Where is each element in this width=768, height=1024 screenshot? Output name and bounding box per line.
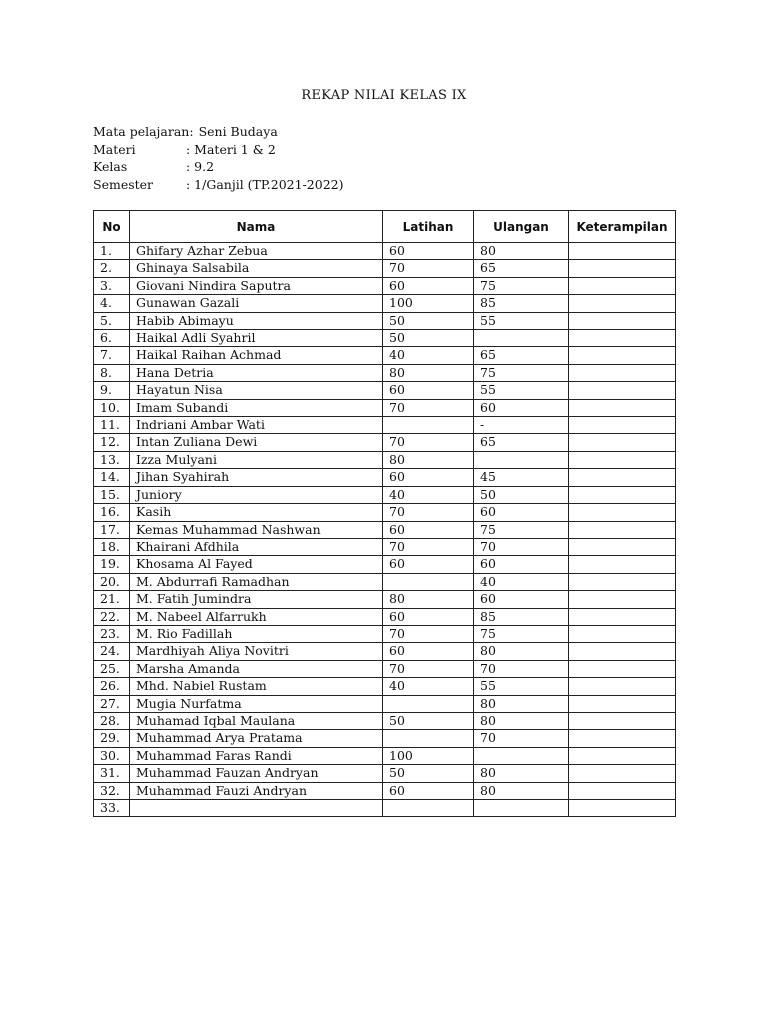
cell-no: 8. (94, 364, 130, 381)
cell-latihan: 60 (383, 243, 474, 260)
table-row (94, 695, 676, 712)
cell-ulangan: 65 (474, 347, 569, 364)
cell-keterampilan (569, 277, 676, 294)
cell-keterampilan (569, 312, 676, 329)
table-row (94, 643, 676, 660)
cell-no: 10. (94, 399, 130, 416)
cell-no: 11. (94, 417, 130, 434)
cell-nama: Hana Detria (130, 364, 383, 381)
document-meta (93, 123, 343, 193)
cell-latihan: 40 (383, 678, 474, 695)
cell-ulangan (474, 330, 569, 347)
header-keterampilan: Keterampilan (569, 211, 676, 243)
cell-no: 19. (94, 556, 130, 573)
cell-nama: Gunawan Gazali (130, 295, 383, 312)
table-row (94, 678, 676, 695)
table-row (94, 765, 676, 782)
kelas-value: : 9.2 (186, 159, 215, 174)
cell-ulangan: 60 (474, 399, 569, 416)
cell-ulangan: 75 (474, 625, 569, 642)
cell-no: 31. (94, 765, 130, 782)
cell-no: 21. (94, 591, 130, 608)
cell-ulangan: 70 (474, 730, 569, 747)
table-row (94, 504, 676, 521)
cell-nama: Habib Abimayu (130, 312, 383, 329)
table-row (94, 608, 676, 625)
cell-ulangan: 80 (474, 765, 569, 782)
cell-nama: Muhammad Fauzi Andryan (130, 782, 383, 799)
cell-nama: Imam Subandi (130, 399, 383, 416)
cell-keterampilan (569, 556, 676, 573)
cell-ulangan: 70 (474, 538, 569, 555)
table-row (94, 660, 676, 677)
cell-keterampilan (569, 643, 676, 660)
cell-nama: Haikal Adli Syahril (130, 330, 383, 347)
cell-no: 18. (94, 538, 130, 555)
cell-nama: Ghifary Azhar Zebua (130, 243, 383, 260)
cell-keterampilan (569, 608, 676, 625)
cell-nama: Indriani Ambar Wati (130, 417, 383, 434)
cell-no: 30. (94, 747, 130, 764)
cell-nama: M. Fatih Jumindra (130, 591, 383, 608)
cell-ulangan: 65 (474, 434, 569, 451)
cell-ulangan: 70 (474, 660, 569, 677)
cell-ulangan: 75 (474, 277, 569, 294)
cell-nama: Juniory (130, 486, 383, 503)
cell-nama: Giovani Nindira Saputra (130, 277, 383, 294)
cell-no: 14. (94, 469, 130, 486)
table-row (94, 330, 676, 347)
cell-no: 23. (94, 625, 130, 642)
cell-no: 7. (94, 347, 130, 364)
cell-keterampilan (569, 504, 676, 521)
cell-nama (130, 800, 383, 817)
cell-keterampilan (569, 712, 676, 729)
cell-no: 25. (94, 660, 130, 677)
header-no: No (94, 211, 130, 243)
cell-keterampilan (569, 747, 676, 764)
cell-latihan: 60 (383, 469, 474, 486)
meta-row-mapel (93, 123, 343, 141)
cell-no: 20. (94, 573, 130, 590)
cell-latihan: 50 (383, 765, 474, 782)
cell-nama: Muhamad Iqbal Maulana (130, 712, 383, 729)
cell-nama: Muhammad Fauzan Andryan (130, 765, 383, 782)
cell-no: 24. (94, 643, 130, 660)
meta-row-materi (93, 141, 343, 159)
cell-keterampilan (569, 782, 676, 799)
cell-keterampilan (569, 521, 676, 538)
cell-ulangan: 45 (474, 469, 569, 486)
table-row (94, 625, 676, 642)
table-row (94, 364, 676, 381)
cell-latihan: 60 (383, 782, 474, 799)
cell-latihan: 60 (383, 277, 474, 294)
cell-no: 3. (94, 277, 130, 294)
cell-latihan: 100 (383, 747, 474, 764)
cell-latihan: 70 (383, 504, 474, 521)
cell-latihan: 60 (383, 556, 474, 573)
cell-latihan: 50 (383, 330, 474, 347)
table-row (94, 417, 676, 434)
cell-latihan: 80 (383, 451, 474, 468)
cell-no: 2. (94, 260, 130, 277)
cell-keterampilan (569, 800, 676, 817)
table-row (94, 243, 676, 260)
cell-keterampilan (569, 486, 676, 503)
cell-ulangan: 80 (474, 782, 569, 799)
header-latihan: Latihan (383, 211, 474, 243)
cell-keterampilan (569, 573, 676, 590)
cell-ulangan: 60 (474, 504, 569, 521)
table-row (94, 347, 676, 364)
cell-nama: Khairani Afdhila (130, 538, 383, 555)
cell-nama: Mardhiyah Aliya Novitri (130, 643, 383, 660)
cell-ulangan: 50 (474, 486, 569, 503)
cell-latihan: 60 (383, 643, 474, 660)
table-row (94, 591, 676, 608)
cell-latihan: 50 (383, 712, 474, 729)
cell-keterampilan (569, 330, 676, 347)
meta-row-kelas (93, 158, 343, 176)
table-row (94, 277, 676, 294)
table-row (94, 521, 676, 538)
cell-no: 4. (94, 295, 130, 312)
table-row (94, 538, 676, 555)
cell-nama: Ghinaya Salsabila (130, 260, 383, 277)
table-row (94, 712, 676, 729)
table-row (94, 451, 676, 468)
cell-latihan: 70 (383, 625, 474, 642)
cell-ulangan (474, 451, 569, 468)
cell-keterampilan (569, 678, 676, 695)
table-row (94, 800, 676, 817)
table-row (94, 573, 676, 590)
table-row (94, 260, 676, 277)
cell-latihan: 60 (383, 608, 474, 625)
cell-keterampilan (569, 695, 676, 712)
cell-latihan: 70 (383, 660, 474, 677)
cell-keterampilan (569, 364, 676, 381)
cell-keterampilan (569, 243, 676, 260)
cell-latihan: 40 (383, 347, 474, 364)
cell-keterampilan (569, 434, 676, 451)
cell-nama: Mhd. Nabiel Rustam (130, 678, 383, 695)
cell-keterampilan (569, 399, 676, 416)
table-row (94, 382, 676, 399)
cell-latihan: 80 (383, 591, 474, 608)
table-row (94, 556, 676, 573)
cell-latihan: 70 (383, 260, 474, 277)
cell-ulangan: 85 (474, 295, 569, 312)
cell-latihan: 60 (383, 521, 474, 538)
cell-keterampilan (569, 538, 676, 555)
cell-keterampilan (569, 469, 676, 486)
semester-label: Semester (93, 176, 154, 192)
table-row (94, 486, 676, 503)
cell-keterampilan (569, 347, 676, 364)
cell-nama: M. Abdurrafi Ramadhan (130, 573, 383, 590)
cell-nama: Khosama Al Fayed (130, 556, 383, 573)
table-row (94, 399, 676, 416)
table-row (94, 312, 676, 329)
cell-keterampilan (569, 295, 676, 312)
cell-nama: Muhammad Arya Pratama (130, 730, 383, 747)
cell-ulangan: 80 (474, 243, 569, 260)
cell-no: 27. (94, 695, 130, 712)
cell-nama: Kemas Muhammad Nashwan (130, 521, 383, 538)
cell-latihan: 70 (383, 399, 474, 416)
cell-keterampilan (569, 660, 676, 677)
cell-keterampilan (569, 382, 676, 399)
cell-no: 9. (94, 382, 130, 399)
table-row (94, 434, 676, 451)
cell-no: 29. (94, 730, 130, 747)
table-row (94, 469, 676, 486)
cell-no: 1. (94, 243, 130, 260)
cell-nama: Izza Mulyani (130, 451, 383, 468)
semester-value: : 1/Ganjil (TP.2021-2022) (186, 176, 344, 192)
cell-ulangan: 80 (474, 695, 569, 712)
cell-keterampilan (569, 417, 676, 434)
cell-latihan: 80 (383, 364, 474, 381)
cell-keterampilan (569, 260, 676, 277)
cell-no: 22. (94, 608, 130, 625)
materi-value: : Materi 1 & 2 (186, 141, 276, 157)
table-row (94, 730, 676, 747)
cell-no: 13. (94, 451, 130, 468)
grades-table (93, 210, 676, 817)
cell-no: 32. (94, 782, 130, 799)
table-row (94, 782, 676, 799)
table-body (94, 243, 676, 817)
cell-ulangan: 85 (474, 608, 569, 625)
cell-ulangan: 60 (474, 556, 569, 573)
document-title: REKAP NILAI KELAS IX (301, 88, 467, 103)
cell-keterampilan (569, 451, 676, 468)
cell-no: 12. (94, 434, 130, 451)
cell-ulangan: 55 (474, 382, 569, 399)
cell-keterampilan (569, 765, 676, 782)
cell-ulangan: 40 (474, 573, 569, 590)
cell-no: 16. (94, 504, 130, 521)
cell-latihan: 100 (383, 295, 474, 312)
cell-latihan (383, 730, 474, 747)
cell-nama: Kasih (130, 504, 383, 521)
cell-latihan (383, 800, 474, 817)
header-nama: Nama (130, 211, 383, 243)
cell-latihan: 60 (383, 382, 474, 399)
cell-ulangan: - (474, 417, 569, 434)
cell-ulangan: 75 (474, 364, 569, 381)
cell-no: 28. (94, 712, 130, 729)
cell-latihan (383, 573, 474, 590)
cell-ulangan: 55 (474, 312, 569, 329)
cell-nama: Marsha Amanda (130, 660, 383, 677)
cell-ulangan (474, 800, 569, 817)
cell-keterampilan (569, 730, 676, 747)
cell-keterampilan (569, 591, 676, 608)
cell-ulangan: 55 (474, 678, 569, 695)
cell-no: 26. (94, 678, 130, 695)
cell-no: 17. (94, 521, 130, 538)
cell-latihan: 50 (383, 312, 474, 329)
cell-keterampilan (569, 625, 676, 642)
cell-ulangan: 80 (474, 643, 569, 660)
cell-ulangan: 65 (474, 260, 569, 277)
cell-nama: M. Nabeel Alfarrukh (130, 608, 383, 625)
cell-latihan (383, 695, 474, 712)
cell-nama: Hayatun Nisa (130, 382, 383, 399)
cell-latihan: 40 (383, 486, 474, 503)
cell-nama: M. Rio Fadillah (130, 625, 383, 642)
cell-latihan: 70 (383, 434, 474, 451)
cell-ulangan: 75 (474, 521, 569, 538)
cell-ulangan: 80 (474, 712, 569, 729)
table-row (94, 747, 676, 764)
cell-ulangan (474, 747, 569, 764)
cell-no: 33. (94, 800, 130, 817)
cell-latihan: 70 (383, 538, 474, 555)
cell-latihan (383, 417, 474, 434)
cell-nama: Mugia Nurfatma (130, 695, 383, 712)
table-header-row (94, 211, 676, 243)
cell-nama: Intan Zuliana Dewi (130, 434, 383, 451)
meta-row-semester (93, 176, 343, 194)
cell-no: 15. (94, 486, 130, 503)
mapel-value: Seni Budaya (198, 124, 278, 139)
cell-nama: Haikal Raihan Achmad (130, 347, 383, 364)
mapel-label: Mata pelajaran: (93, 124, 194, 139)
cell-nama: Muhammad Faras Randi (130, 747, 383, 764)
cell-ulangan: 60 (474, 591, 569, 608)
table-row (94, 295, 676, 312)
cell-no: 6. (94, 330, 130, 347)
materi-label: Materi (93, 141, 136, 157)
kelas-label: Kelas (93, 159, 128, 174)
header-ulangan: Ulangan (474, 211, 569, 243)
cell-no: 5. (94, 312, 130, 329)
cell-nama: Jihan Syahirah (130, 469, 383, 486)
